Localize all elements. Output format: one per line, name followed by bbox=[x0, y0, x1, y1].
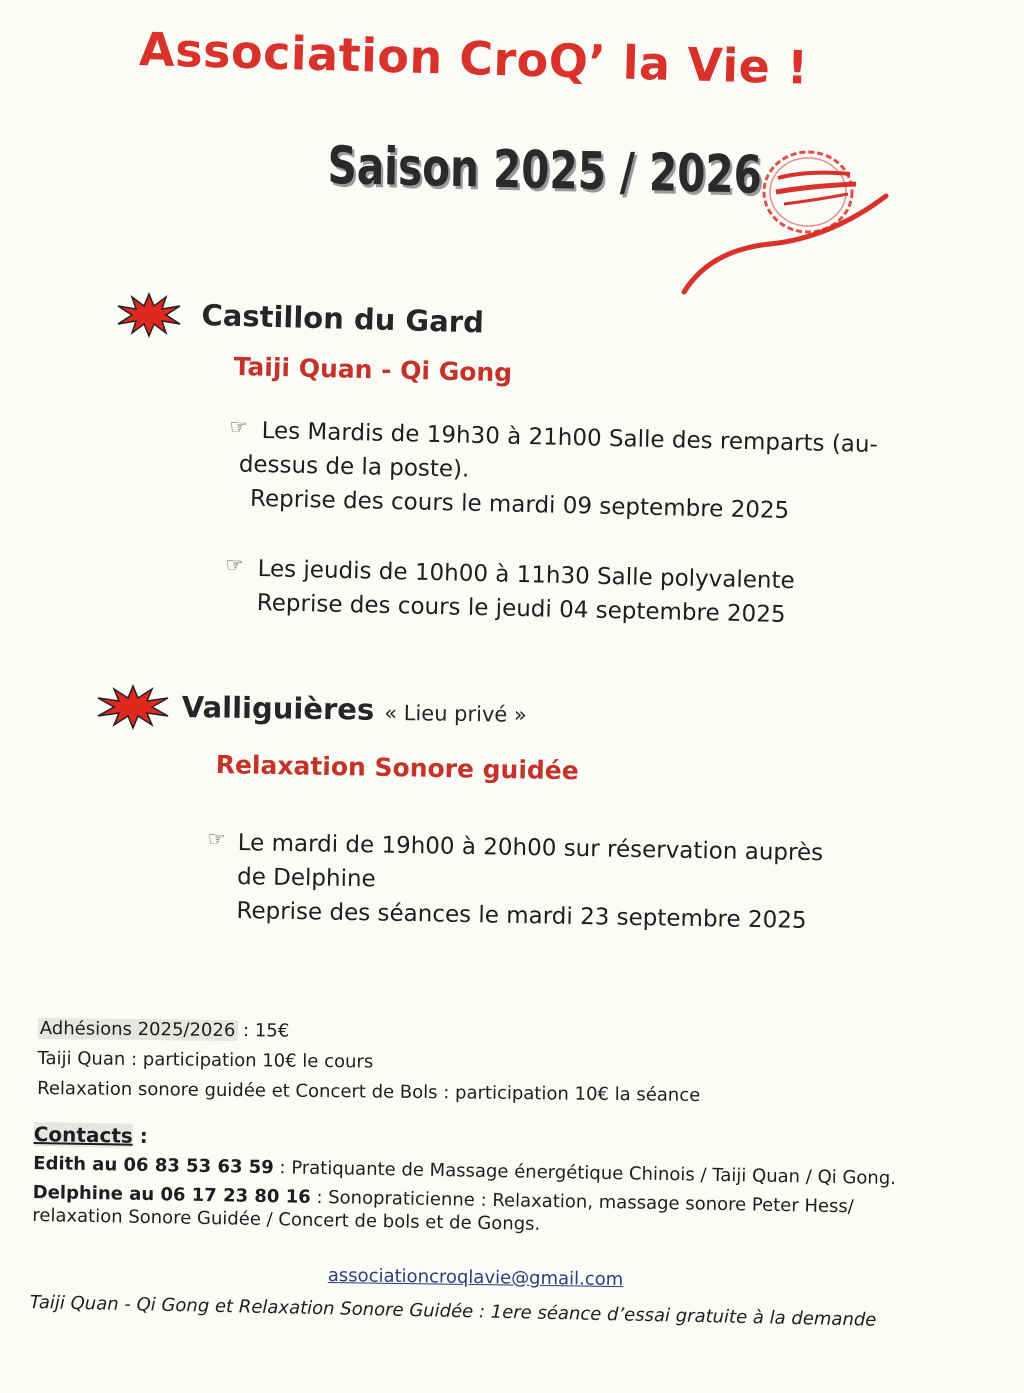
contacts-block bbox=[32, 1120, 897, 1245]
location-castillon: Castillon du Gard bbox=[201, 298, 485, 340]
schedule-line: de Delphine bbox=[236, 863, 376, 893]
schedule-line: Le mardi de 19h00 à 20h00 sur réservation auprès bbox=[237, 829, 824, 867]
schedule-line: Reprise des cours le jeudi 04 septembre 2025 bbox=[256, 589, 786, 628]
membership-value: : 15€ bbox=[242, 1020, 290, 1042]
schedule-line: Reprise des cours le mardi 09 septembre 2025 bbox=[249, 485, 790, 524]
schedule-thursday bbox=[225, 552, 795, 632]
starburst-icon bbox=[96, 684, 170, 730]
schedule-line: Reprise des séances le mardi 23 septembre 2025 bbox=[236, 897, 807, 934]
fee-taiji: Taiji Quan : participation 10€ le cours bbox=[37, 1047, 374, 1073]
email-link[interactable]: associationcroqlavie@gmail.com bbox=[327, 1265, 624, 1291]
contact-delphine-phone: Delphine au 06 17 23 80 16 bbox=[32, 1181, 311, 1208]
location-valliguieres bbox=[182, 690, 528, 729]
pointing-hand-icon: ☞ bbox=[225, 552, 244, 577]
schedule-line: Les Mardis de 19h30 à 21h00 Salle des remparts (au- bbox=[261, 417, 879, 458]
schedule-line: dessus de la poste). bbox=[238, 451, 470, 483]
membership-label: Adhésions 2025/2026 bbox=[39, 1018, 236, 1042]
activity-taiji-qigong: Taiji Quan - Qi Gong bbox=[233, 352, 513, 388]
contacts-heading-suffix: : bbox=[132, 1123, 148, 1148]
starburst-icon bbox=[116, 292, 182, 338]
contact-edith-desc: : Pratiquante de Massage énergétique Chinois / Taiji Quan / Qi Gong. bbox=[273, 1157, 897, 1190]
schedule-valliguieres bbox=[207, 826, 824, 938]
location-name: Valliguières bbox=[181, 690, 375, 727]
contact-edith-phone: Edith au 06 83 53 63 59 bbox=[33, 1152, 274, 1179]
fees-block bbox=[37, 1014, 701, 1111]
schedule-line: Les jeudis de 10h00 à 11h30 Salle polyvalente bbox=[257, 555, 795, 595]
contact-delphine-desc2: relaxation Sonore Guidée / Concert de bols et de Gongs. bbox=[32, 1204, 541, 1235]
pointing-hand-icon: ☞ bbox=[229, 414, 248, 439]
fee-relaxation: Relaxation sonore guidée et Concert de Bols : participation 10€ la séance bbox=[37, 1077, 701, 1106]
contact-delphine-desc: : Sonopraticienne : Relaxation, massage sonore Peter Hess/ bbox=[310, 1186, 855, 1218]
footer-note: Taiji Quan - Qi Gong et Relaxation Sonore Guidée : 1ere séance d’essai gratuite à la demande bbox=[29, 1292, 877, 1331]
season-title: Saison 2025 / 2026 bbox=[327, 136, 763, 206]
association-title: Association CroQ’ la Vie ! bbox=[138, 22, 810, 95]
schedule-tuesday bbox=[229, 414, 879, 530]
activity-relaxation: Relaxation Sonore guidée bbox=[215, 750, 580, 786]
association-logo-icon bbox=[680, 140, 900, 300]
pointing-hand-icon: ☞ bbox=[207, 826, 226, 851]
location-note: « Lieu privé » bbox=[384, 700, 527, 727]
contacts-heading-label: Contacts bbox=[33, 1121, 133, 1148]
